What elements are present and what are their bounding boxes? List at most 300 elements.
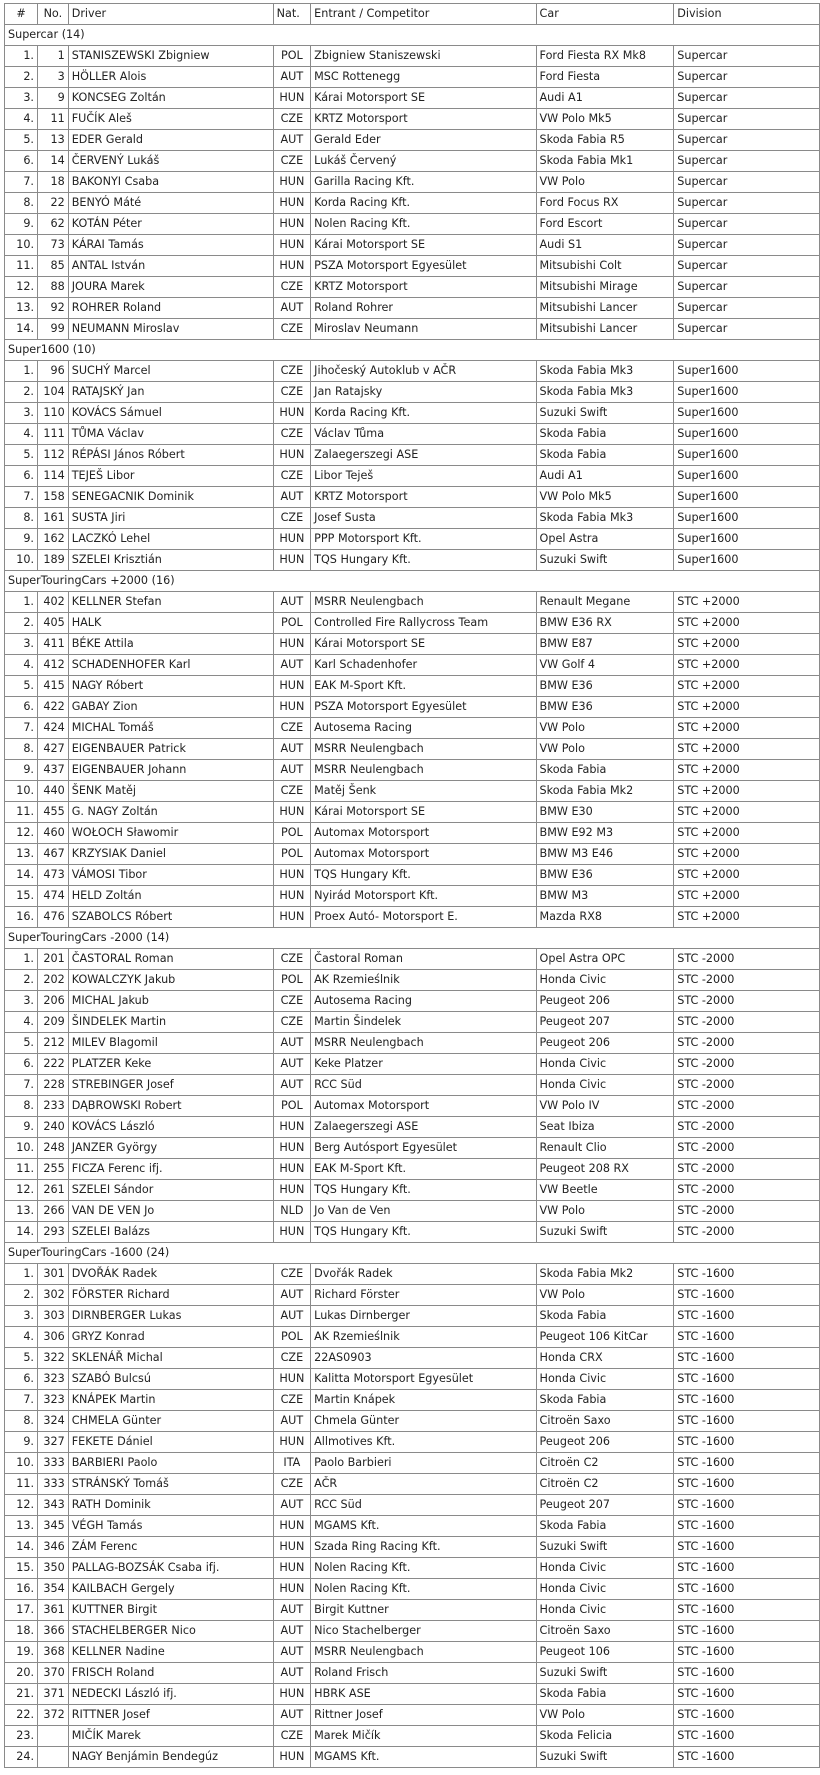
cell-car: Honda Civic — [536, 1579, 674, 1600]
table-row — [5, 1201, 820, 1222]
cell-entrant: HBRK ASE — [311, 1684, 536, 1705]
cell-nationality: HUN — [273, 403, 311, 424]
cell-entrant: MSRR Neulengbach — [311, 1642, 536, 1663]
table-row — [5, 1054, 820, 1075]
cell-division: Supercar — [674, 277, 820, 298]
cell-driver: WOŁOCH Sławomir — [68, 823, 273, 844]
cell-division: STC +2000 — [674, 739, 820, 760]
cell-division: STC +2000 — [674, 886, 820, 907]
table-row — [5, 676, 820, 697]
table-row — [5, 865, 820, 886]
cell-car: Citroën Saxo — [536, 1621, 674, 1642]
cell-division: STC -2000 — [674, 949, 820, 970]
cell-nationality: AUT — [273, 487, 311, 508]
table-row — [5, 403, 820, 424]
cell-division: Supercar — [674, 88, 820, 109]
cell-number: 13 — [38, 130, 69, 151]
group-title: SuperTouringCars -2000 (14) — [5, 928, 820, 949]
cell-driver: EIGENBAUER Patrick — [68, 739, 273, 760]
cell-number: 110 — [38, 403, 69, 424]
cell-number: 412 — [38, 655, 69, 676]
cell-nationality: CZE — [273, 151, 311, 172]
cell-driver: VÉGH Tamás — [68, 1516, 273, 1537]
cell-driver: SZELEI Krisztián — [68, 550, 273, 571]
cell-nationality: HUN — [273, 907, 311, 928]
cell-number: 473 — [38, 865, 69, 886]
cell-position: 6. — [5, 1369, 38, 1390]
cell-nationality: CZE — [273, 382, 311, 403]
cell-position: 20. — [5, 1663, 38, 1684]
table-row — [5, 1369, 820, 1390]
cell-position: 5. — [5, 130, 38, 151]
cell-division: STC -1600 — [674, 1705, 820, 1726]
cell-number: 371 — [38, 1684, 69, 1705]
cell-position: 14. — [5, 865, 38, 886]
table-row — [5, 130, 820, 151]
cell-car: BMW E36 — [536, 865, 674, 886]
cell-division: STC -1600 — [674, 1327, 820, 1348]
cell-entrant: Automax Motorsport — [311, 844, 536, 865]
cell-nationality: HUN — [273, 676, 311, 697]
cell-number: 248 — [38, 1138, 69, 1159]
table-row — [5, 1684, 820, 1705]
header-driver: Driver — [68, 4, 273, 25]
cell-position: 6. — [5, 151, 38, 172]
cell-division: STC +2000 — [674, 865, 820, 886]
cell-division: STC -2000 — [674, 1096, 820, 1117]
cell-entrant: Proex Autó- Motorsport E. — [311, 907, 536, 928]
cell-driver: BAKONYI Csaba — [68, 172, 273, 193]
cell-nationality: CZE — [273, 1726, 311, 1747]
cell-car: Suzuki Swift — [536, 1537, 674, 1558]
cell-position: 2. — [5, 67, 38, 88]
cell-position: 2. — [5, 970, 38, 991]
table-row — [5, 193, 820, 214]
cell-nationality: AUT — [273, 760, 311, 781]
cell-number: 350 — [38, 1558, 69, 1579]
cell-car: Ford Fiesta RX Mk8 — [536, 46, 674, 67]
cell-car: Suzuki Swift — [536, 1663, 674, 1684]
cell-nationality: AUT — [273, 67, 311, 88]
cell-number: 467 — [38, 844, 69, 865]
table-row — [5, 445, 820, 466]
cell-number: 158 — [38, 487, 69, 508]
cell-driver: HÖLLER Alois — [68, 67, 273, 88]
cell-driver: ANTAL István — [68, 256, 273, 277]
cell-number: 415 — [38, 676, 69, 697]
cell-position: 11. — [5, 1159, 38, 1180]
cell-nationality: HUN — [273, 445, 311, 466]
table-row — [5, 655, 820, 676]
cell-car: Skoda Fabia R5 — [536, 130, 674, 151]
cell-position: 3. — [5, 1306, 38, 1327]
table-row — [5, 277, 820, 298]
table-row — [5, 739, 820, 760]
cell-car: Renault Megane — [536, 592, 674, 613]
cell-car: VW Polo IV — [536, 1096, 674, 1117]
cell-nationality: POL — [273, 1327, 311, 1348]
cell-number: 361 — [38, 1600, 69, 1621]
cell-driver: EIGENBAUER Johann — [68, 760, 273, 781]
cell-driver: FICZA Ferenc ifj. — [68, 1159, 273, 1180]
cell-driver: STANISZEWSKI Zbigniew — [68, 46, 273, 67]
cell-division: Supercar — [674, 151, 820, 172]
cell-division: STC -2000 — [674, 1033, 820, 1054]
cell-nationality: AUT — [273, 1495, 311, 1516]
cell-nationality: HUN — [273, 1159, 311, 1180]
cell-nationality: CZE — [273, 991, 311, 1012]
cell-division: STC -2000 — [674, 1201, 820, 1222]
cell-position: 3. — [5, 88, 38, 109]
cell-number: 322 — [38, 1348, 69, 1369]
cell-division: Super1600 — [674, 550, 820, 571]
cell-number: 368 — [38, 1642, 69, 1663]
table-row — [5, 319, 820, 340]
cell-car: Suzuki Swift — [536, 550, 674, 571]
cell-driver: TŮMA Václav — [68, 424, 273, 445]
table-row — [5, 67, 820, 88]
cell-division: STC -1600 — [674, 1642, 820, 1663]
cell-division: STC -2000 — [674, 1054, 820, 1075]
cell-position: 9. — [5, 1117, 38, 1138]
cell-entrant: RCC Süd — [311, 1495, 536, 1516]
cell-car: Ford Escort — [536, 214, 674, 235]
cell-position: 3. — [5, 403, 38, 424]
cell-position: 6. — [5, 697, 38, 718]
cell-car: Mitsubishi Lancer — [536, 319, 674, 340]
cell-nationality: AUT — [273, 1600, 311, 1621]
cell-number: 1 — [38, 46, 69, 67]
cell-nationality: AUT — [273, 1075, 311, 1096]
cell-number: 303 — [38, 1306, 69, 1327]
cell-car: Mazda RX8 — [536, 907, 674, 928]
cell-nationality: HUN — [273, 256, 311, 277]
cell-position: 11. — [5, 802, 38, 823]
cell-car: Citroën C2 — [536, 1474, 674, 1495]
group-title: SuperTouringCars -1600 (24) — [5, 1243, 820, 1264]
cell-nationality: HUN — [273, 886, 311, 907]
cell-position: 4. — [5, 109, 38, 130]
cell-car: Honda Civic — [536, 1054, 674, 1075]
cell-car: Suzuki Swift — [536, 403, 674, 424]
cell-entrant: MSRR Neulengbach — [311, 739, 536, 760]
cell-division: STC -2000 — [674, 1138, 820, 1159]
cell-entrant: MSRR Neulengbach — [311, 1033, 536, 1054]
cell-position: 9. — [5, 1432, 38, 1453]
cell-nationality: CZE — [273, 1474, 311, 1495]
cell-nationality: AUT — [273, 1642, 311, 1663]
cell-driver: PALLAG-BOZSÁK Csaba ifj. — [68, 1558, 273, 1579]
cell-number: 9 — [38, 88, 69, 109]
cell-driver: FUČÍK Aleš — [68, 109, 273, 130]
cell-division: STC -2000 — [674, 991, 820, 1012]
cell-division: STC -1600 — [674, 1684, 820, 1705]
cell-nationality: AUT — [273, 1621, 311, 1642]
cell-position: 10. — [5, 781, 38, 802]
cell-driver: JANZER György — [68, 1138, 273, 1159]
group-header-row — [5, 571, 820, 592]
table-row — [5, 508, 820, 529]
table-row — [5, 1579, 820, 1600]
cell-position: 16. — [5, 907, 38, 928]
cell-position: 4. — [5, 655, 38, 676]
cell-division: Super1600 — [674, 529, 820, 550]
group-header-row — [5, 1243, 820, 1264]
cell-position: 1. — [5, 949, 38, 970]
cell-nationality: HUN — [273, 865, 311, 886]
cell-number: 222 — [38, 1054, 69, 1075]
cell-number — [38, 1726, 69, 1747]
cell-car: Skoda Fabia — [536, 1516, 674, 1537]
entry-list-table — [4, 3, 820, 1768]
cell-entrant: Controlled Fire Rallycross Team — [311, 613, 536, 634]
table-row — [5, 1642, 820, 1663]
table-row — [5, 760, 820, 781]
cell-entrant: Garilla Racing Kft. — [311, 172, 536, 193]
table-row — [5, 634, 820, 655]
cell-division: STC -1600 — [674, 1558, 820, 1579]
cell-number: 114 — [38, 466, 69, 487]
cell-number: 324 — [38, 1411, 69, 1432]
cell-position: 12. — [5, 277, 38, 298]
cell-nationality: HUN — [273, 1516, 311, 1537]
cell-entrant: Kalitta Motorsport Egyesület — [311, 1369, 536, 1390]
cell-entrant: Kárai Motorsport SE — [311, 802, 536, 823]
cell-entrant: Lukáš Červený — [311, 151, 536, 172]
cell-position: 4. — [5, 424, 38, 445]
cell-nationality: AUT — [273, 1306, 311, 1327]
cell-entrant: PSZA Motorsport Egyesület — [311, 256, 536, 277]
cell-car: Honda Civic — [536, 1075, 674, 1096]
cell-number: 301 — [38, 1264, 69, 1285]
cell-division: Supercar — [674, 214, 820, 235]
cell-nationality: AUT — [273, 592, 311, 613]
cell-car: Skoda Fabia Mk2 — [536, 1264, 674, 1285]
cell-division: Supercar — [674, 256, 820, 277]
cell-position: 6. — [5, 1054, 38, 1075]
cell-position: 1. — [5, 592, 38, 613]
header-nationality: Nat. — [273, 4, 311, 25]
cell-division: STC -1600 — [674, 1747, 820, 1768]
cell-division: Supercar — [674, 172, 820, 193]
cell-driver: NAGY Benjámin Bendegúz — [68, 1747, 273, 1768]
cell-car: Peugeot 206 — [536, 991, 674, 1012]
table-row — [5, 256, 820, 277]
cell-nationality: CZE — [273, 319, 311, 340]
cell-car: Mitsubishi Mirage — [536, 277, 674, 298]
cell-entrant: Korda Racing Kft. — [311, 403, 536, 424]
table-row — [5, 1117, 820, 1138]
cell-nationality: HUN — [273, 802, 311, 823]
cell-number: 293 — [38, 1222, 69, 1243]
cell-car: VW Polo — [536, 739, 674, 760]
cell-division: STC +2000 — [674, 676, 820, 697]
cell-nationality: HUN — [273, 1537, 311, 1558]
cell-number: 22 — [38, 193, 69, 214]
table-row — [5, 1390, 820, 1411]
cell-nationality: HUN — [273, 529, 311, 550]
cell-position: 13. — [5, 1516, 38, 1537]
cell-position: 5. — [5, 445, 38, 466]
cell-driver: MICHAL Tomáš — [68, 718, 273, 739]
table-row — [5, 550, 820, 571]
cell-car: Skoda Fabia — [536, 1306, 674, 1327]
cell-position: 5. — [5, 1033, 38, 1054]
table-row — [5, 46, 820, 67]
cell-driver: ZÁM Ferenc — [68, 1537, 273, 1558]
cell-entrant: MGAMS Kft. — [311, 1516, 536, 1537]
cell-driver: SZABOLCS Róbert — [68, 907, 273, 928]
cell-division: STC +2000 — [674, 655, 820, 676]
cell-division: STC -1600 — [674, 1285, 820, 1306]
cell-number: 240 — [38, 1117, 69, 1138]
cell-driver: DVOŘÁK Radek — [68, 1264, 273, 1285]
cell-driver: HELD Zoltán — [68, 886, 273, 907]
cell-entrant: Paolo Barbieri — [311, 1453, 536, 1474]
cell-nationality: CZE — [273, 466, 311, 487]
cell-position: 12. — [5, 1495, 38, 1516]
table-row — [5, 1075, 820, 1096]
cell-number: 228 — [38, 1075, 69, 1096]
cell-driver: ROHRER Roland — [68, 298, 273, 319]
cell-division: Supercar — [674, 193, 820, 214]
header-division: Division — [674, 4, 820, 25]
header-number: No. — [38, 4, 69, 25]
cell-position: 11. — [5, 256, 38, 277]
table-row — [5, 151, 820, 172]
cell-division: Supercar — [674, 109, 820, 130]
cell-entrant: Martin Šindelek — [311, 1012, 536, 1033]
cell-driver: KELLNER Stefan — [68, 592, 273, 613]
table-row — [5, 298, 820, 319]
table-row — [5, 1726, 820, 1747]
cell-division: STC -2000 — [674, 1012, 820, 1033]
table-row — [5, 1327, 820, 1348]
table-row — [5, 970, 820, 991]
cell-nationality: AUT — [273, 130, 311, 151]
cell-car: VW Polo — [536, 1285, 674, 1306]
cell-car: VW Polo — [536, 718, 674, 739]
cell-driver: RITTNER Josef — [68, 1705, 273, 1726]
cell-nationality: CZE — [273, 1390, 311, 1411]
cell-position: 3. — [5, 634, 38, 655]
cell-number: 346 — [38, 1537, 69, 1558]
cell-position: 9. — [5, 529, 38, 550]
cell-number: 327 — [38, 1432, 69, 1453]
table-row — [5, 214, 820, 235]
cell-nationality: CZE — [273, 508, 311, 529]
cell-driver: FRISCH Roland — [68, 1663, 273, 1684]
cell-driver: RÉPÁSI János Róbert — [68, 445, 273, 466]
cell-car: BMW E30 — [536, 802, 674, 823]
table-row — [5, 907, 820, 928]
cell-division: STC +2000 — [674, 613, 820, 634]
cell-position: 23. — [5, 1726, 38, 1747]
cell-position: 18. — [5, 1621, 38, 1642]
cell-nationality: AUT — [273, 1663, 311, 1684]
cell-nationality: CZE — [273, 949, 311, 970]
cell-nationality: HUN — [273, 1180, 311, 1201]
cell-driver: SUCHÝ Marcel — [68, 361, 273, 382]
table-row — [5, 823, 820, 844]
cell-position: 19. — [5, 1642, 38, 1663]
cell-entrant: 22AS0903 — [311, 1348, 536, 1369]
cell-car: Audi S1 — [536, 235, 674, 256]
cell-car: BMW E36 RX — [536, 613, 674, 634]
cell-entrant: Keke Platzer — [311, 1054, 536, 1075]
header-entrant: Entrant / Competitor — [311, 4, 536, 25]
cell-driver: VAN DE VEN Jo — [68, 1201, 273, 1222]
cell-entrant: PPP Motorsport Kft. — [311, 529, 536, 550]
cell-driver: KOVÁCS László — [68, 1117, 273, 1138]
cell-driver: ČERVENÝ Lukáš — [68, 151, 273, 172]
cell-driver: FEKETE Dániel — [68, 1432, 273, 1453]
cell-number: 302 — [38, 1285, 69, 1306]
cell-number: 372 — [38, 1705, 69, 1726]
cell-entrant: TQS Hungary Kft. — [311, 1222, 536, 1243]
cell-driver: MIČÍK Marek — [68, 1726, 273, 1747]
cell-car: Citroën Saxo — [536, 1411, 674, 1432]
cell-number: 201 — [38, 949, 69, 970]
cell-car: VW Golf 4 — [536, 655, 674, 676]
cell-nationality: HUN — [273, 1117, 311, 1138]
cell-entrant: Nolen Racing Kft. — [311, 1579, 536, 1600]
cell-car: Peugeot 106 — [536, 1642, 674, 1663]
cell-car: VW Polo — [536, 1201, 674, 1222]
table-row — [5, 88, 820, 109]
cell-nationality: POL — [273, 613, 311, 634]
cell-entrant: Libor Teješ — [311, 466, 536, 487]
cell-number: 474 — [38, 886, 69, 907]
cell-entrant: KRTZ Motorsport — [311, 277, 536, 298]
cell-driver: DĄBROWSKI Robert — [68, 1096, 273, 1117]
table-row — [5, 1495, 820, 1516]
cell-entrant: Karl Schadenhofer — [311, 655, 536, 676]
cell-entrant: Allmotives Kft. — [311, 1432, 536, 1453]
cell-entrant: Nolen Racing Kft. — [311, 214, 536, 235]
cell-driver: NEDECKI László ifj. — [68, 1684, 273, 1705]
cell-division: STC +2000 — [674, 907, 820, 928]
cell-division: STC -1600 — [674, 1516, 820, 1537]
cell-division: Supercar — [674, 46, 820, 67]
cell-car: Citroën C2 — [536, 1453, 674, 1474]
cell-position: 1. — [5, 1264, 38, 1285]
cell-division: Supercar — [674, 130, 820, 151]
group-title: Supercar (14) — [5, 25, 820, 46]
cell-nationality: CZE — [273, 718, 311, 739]
cell-position: 11. — [5, 1474, 38, 1495]
cell-car: Skoda Fabia — [536, 1390, 674, 1411]
cell-position: 21. — [5, 1684, 38, 1705]
table-row — [5, 697, 820, 718]
cell-entrant: MGAMS Kft. — [311, 1747, 536, 1768]
cell-division: STC +2000 — [674, 844, 820, 865]
table-row — [5, 1285, 820, 1306]
cell-driver: SKLENÁŘ Michal — [68, 1348, 273, 1369]
cell-division: STC +2000 — [674, 760, 820, 781]
cell-nationality: HUN — [273, 697, 311, 718]
cell-position: 4. — [5, 1327, 38, 1348]
cell-number: 437 — [38, 760, 69, 781]
cell-position: 12. — [5, 1180, 38, 1201]
cell-nationality: AUT — [273, 1705, 311, 1726]
cell-car: Skoda Fabia — [536, 760, 674, 781]
cell-entrant: PSZA Motorsport Egyesület — [311, 697, 536, 718]
cell-position: 16. — [5, 1579, 38, 1600]
cell-entrant: Václav Tůma — [311, 424, 536, 445]
cell-driver: LACZKÓ Lehel — [68, 529, 273, 550]
cell-nationality: AUT — [273, 1285, 311, 1306]
